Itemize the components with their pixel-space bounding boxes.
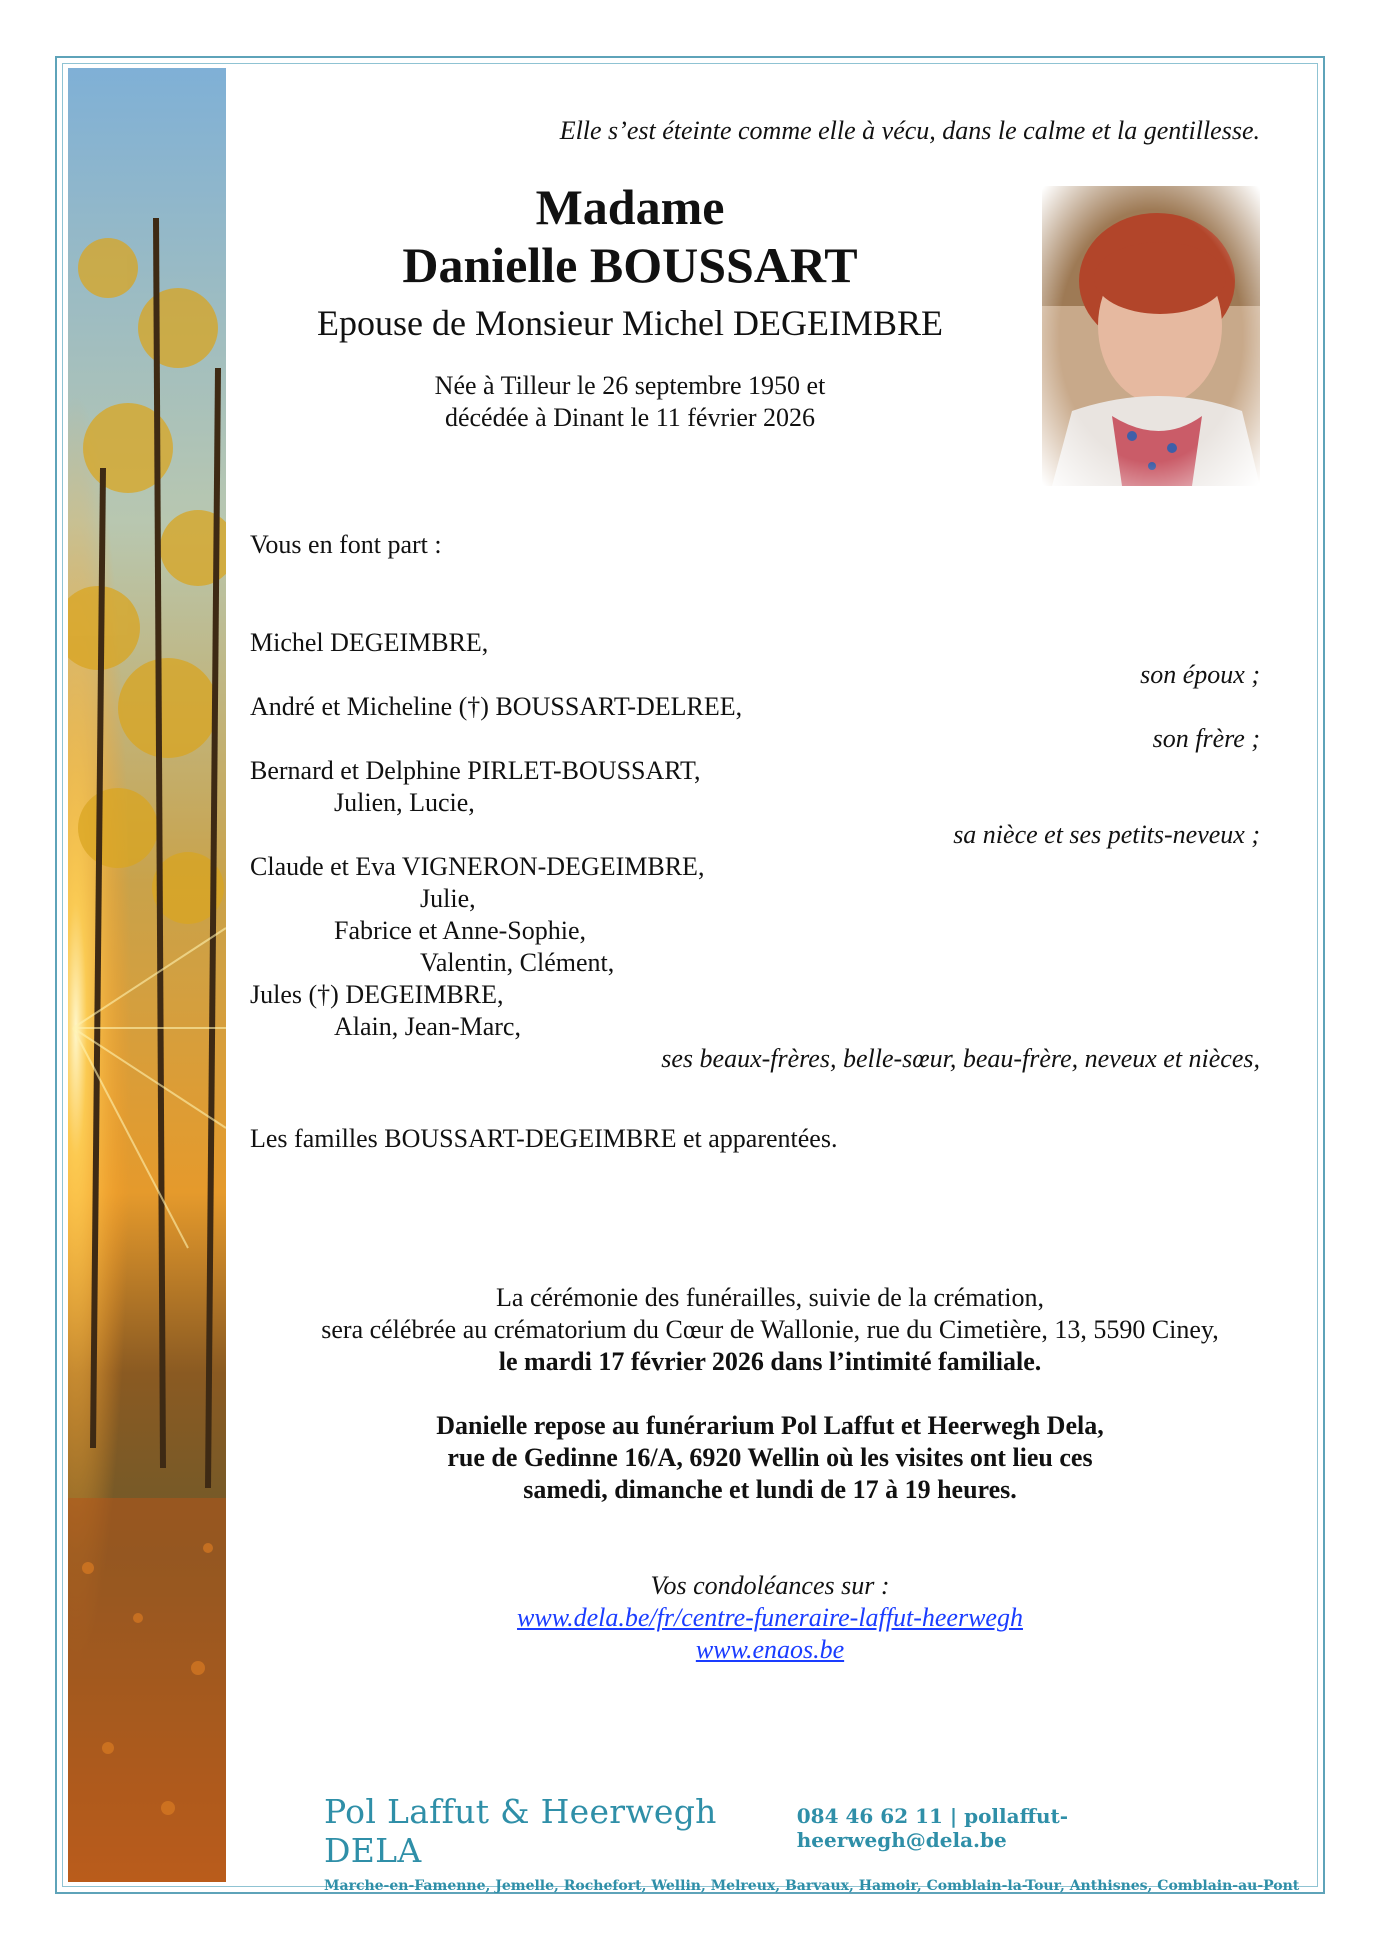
autumn-forest-image [68, 68, 226, 1882]
family-line: André et Micheline (†) BOUSSART-DELREE, [250, 692, 743, 721]
funeral-home-contact: 084 46 62 11 | pollaffut-heerwegh@dela.be [796, 1804, 1069, 1852]
ceremony-line: sera célébrée au crématorium du Cœur de Wallonie, rue du Cimetière, 13, 5590 Ciney, [321, 1315, 1219, 1344]
relation-line: sa nièce et ses petits-neveux ; [953, 820, 1260, 849]
family-line: Claude et Eva VIGNERON-DEGEIMBRE, [250, 852, 705, 881]
funeral-home-footer [324, 1792, 1300, 1894]
title-block [230, 178, 1030, 434]
condolences-block [230, 1570, 1310, 1666]
family-line: Michel DEGEIMBRE, [250, 628, 489, 657]
epigraph: Elle s’est éteinte comme elle à vécu, dans le calme et la gentillesse. [559, 116, 1260, 145]
deceased-name: Danielle BOUSSART [402, 237, 858, 293]
funeral-home-locations: Marche-en-Famenne, Jemelle, Rochefort, Wellin, Melreux, Barvaux, Hamoir, Comblain-la-Tour, Anthisnes, Comblain-au-Pont [324, 1878, 1300, 1894]
family-line: Julien, Lucie, [334, 788, 475, 817]
spouse-line: Epouse de Monsieur Michel DEGEIMBRE [317, 303, 943, 343]
families-line: Les familles BOUSSART-DEGEIMBRE et apparentées. [250, 1124, 838, 1153]
condolences-link-dela[interactable]: www.dela.be/fr/centre-funeraire-laffut-heerwegh [517, 1603, 1023, 1632]
condolences-link-enaos[interactable]: www.enaos.be [695, 1635, 845, 1664]
relation-line: ses beaux-frères, belle-sœur, beau-frère, neveux et nièces, [661, 1044, 1260, 1073]
family-line: Fabrice et Anne-Sophie, [334, 916, 586, 945]
relation-line: son frère ; [1152, 724, 1260, 753]
condolences-label: Vos condoléances sur : [650, 1571, 890, 1600]
birth-line: Née à Tilleur le 26 septembre 1950 et [434, 371, 826, 400]
ceremony-date-line: le mardi 17 février 2026 dans l’intimité familiale. [498, 1347, 1042, 1376]
visits-line: rue de Gedinne 16/A, 6920 Wellin où les visites ont lieu ces [447, 1443, 1093, 1472]
ceremony-line: La cérémonie des funérailles, suivie de la crémation, [496, 1283, 1044, 1312]
relation-line: son époux ; [1140, 660, 1260, 689]
visits-block [230, 1410, 1310, 1506]
family-line: Jules (†) DEGEIMBRE, [250, 980, 504, 1009]
family-line: Alain, Jean-Marc, [334, 1012, 521, 1041]
visits-line: Danielle repose au funérarium Pol Laffut et Heerwegh Dela, [436, 1411, 1104, 1440]
honorific: Madame [535, 179, 725, 235]
family-line: Valentin, Clément, [420, 948, 615, 977]
family-line: Julie, [420, 884, 476, 913]
death-line: décédée à Dinant le 11 février 2026 [444, 403, 816, 432]
ceremony-block [230, 1282, 1310, 1378]
family-line: Bernard et Delphine PIRLET-BOUSSART, [250, 756, 701, 785]
visits-line: samedi, dimanche et lundi de 17 à 19 heures. [523, 1475, 1017, 1504]
portrait-photo [1042, 186, 1260, 486]
funeral-home-logo: Pol Laffut & Heerwegh DELA [324, 1792, 717, 1870]
announce-line: Vous en font part : [250, 530, 442, 559]
